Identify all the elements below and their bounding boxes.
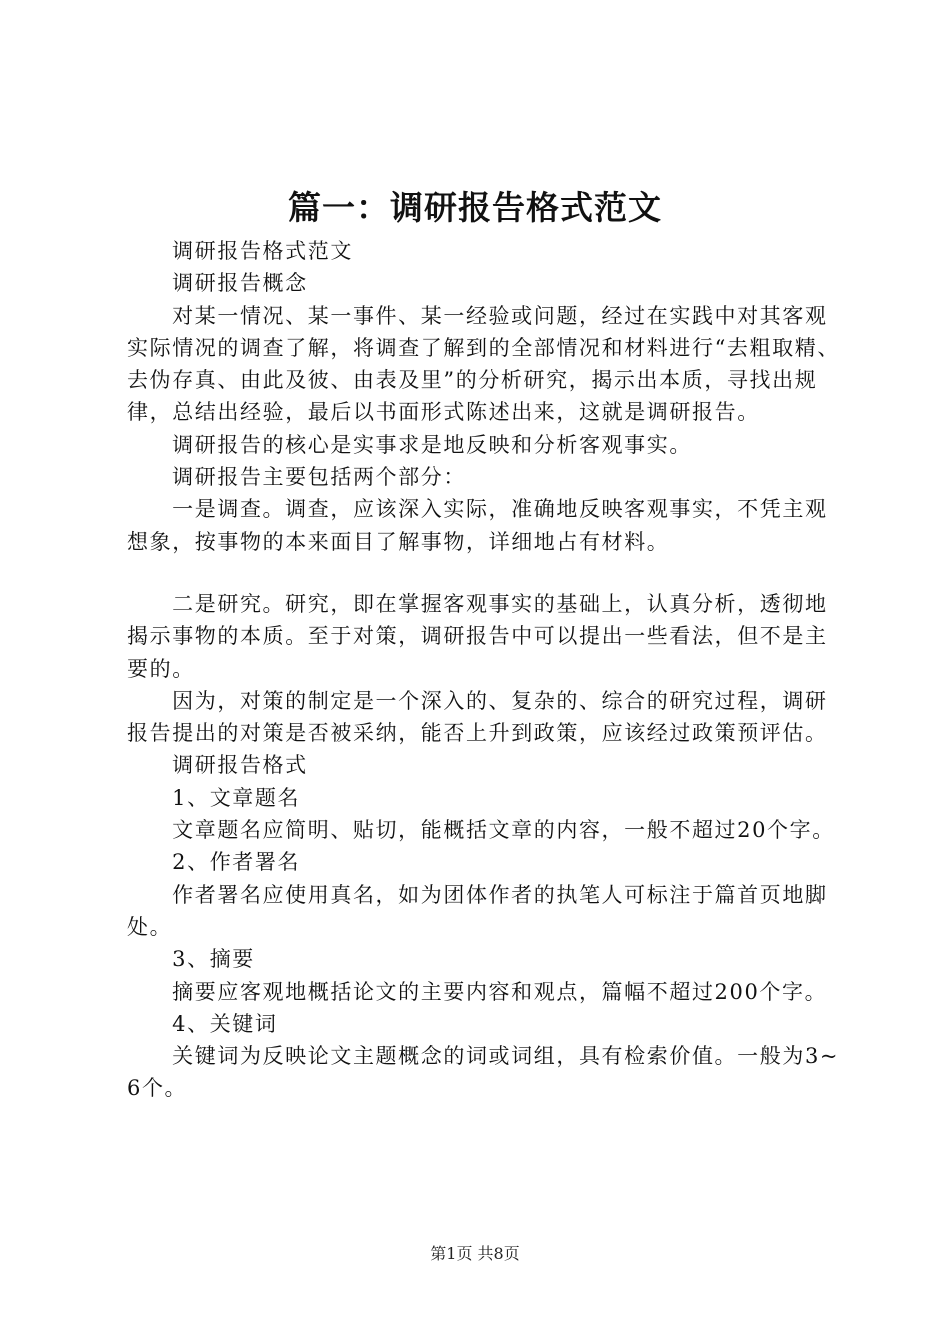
- paragraph-subtitle: 调研报告格式范文: [172, 239, 353, 263]
- paragraph-keywords-desc: 关键词为反映论文主题概念的词或词组，具有检索价值。一般为3~6个。: [127, 1044, 840, 1101]
- paragraph-item-author: 2、作者署名: [172, 850, 301, 875]
- paragraph-core: 调研报告的核心是实事求是地反映和分析客观事实。: [172, 432, 692, 457]
- paragraph-research: 二是研究。研究，即在掌握客观事实的基础上，认真分析，透彻地揭示事物的本质。至于对策，调研报告中可以提出一些看法，但不是主要的。: [127, 591, 828, 681]
- paragraph-item-title: 1、文章题名: [172, 785, 301, 810]
- paragraph-abstract-desc: 摘要应客观地概括论文的主要内容和观点，篇幅不超过200个字。: [172, 979, 828, 1004]
- paragraph-item-abstract: 3、摘要: [172, 947, 255, 972]
- paragraph-item-keywords: 4、关键词: [172, 1011, 278, 1036]
- paragraph-definition: 对某一情况、某一事件、某一经验或问题，经过在实践中对其客观实际情况的调查了解，将调查了解到的全部情况和材料进行“去粗取精、去伪存真、由此及彼、由表及里”的分析研究，揭示出本质，寻找出规律，总结出经验，最后以书面形式陈述出来，这就是调研报告。: [127, 303, 840, 425]
- paragraph-heading-format: 调研报告格式: [172, 753, 308, 778]
- paragraph-policy: 因为，对策的制定是一个深入的、复杂的、综合的研究过程，调研报告提出的对策是否被采纳，能否上升到政策，应该经过政策预评估。: [127, 688, 828, 746]
- paragraph-survey: 一是调查。调查，应该深入实际，准确地反映客观事实，不凭主观想象，按事物的本来面目了解事物，详细地占有材料。: [127, 497, 828, 554]
- paragraph-gap: [127, 558, 847, 588]
- paragraph-title-desc: 文章题名应简明、贴切，能概括文章的内容，一般不超过20个字。: [172, 818, 835, 843]
- page-footer: 第1页 共8页: [430, 1244, 520, 1263]
- paragraph-heading-concept: 调研报告概念: [172, 271, 308, 296]
- paragraph-two-parts: 调研报告主要包括两个部分：: [172, 465, 466, 490]
- paragraph-author-desc: 作者署名应使用真名，如为团体作者的执笔人可标注于篇首页地脚处。: [127, 882, 828, 939]
- document-body: [127, 235, 847, 1105]
- document-title: 篇一：调研报告格式范文: [288, 188, 662, 227]
